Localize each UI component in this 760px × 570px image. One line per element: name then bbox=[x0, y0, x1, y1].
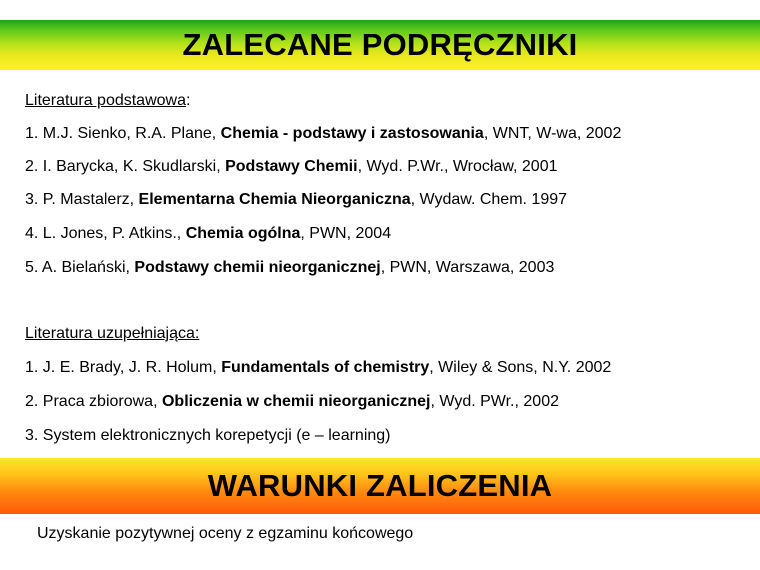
list-item: 4. L. Jones, P. Atkins., Chemia ogólna, PWN, 2004 bbox=[25, 225, 392, 242]
section-title: WARUNKI ZALICZENIA bbox=[207, 468, 553, 503]
list-item: 5. A. Bielański, Podstawy chemii nieorganicznej, PWN, Warszawa, 2003 bbox=[25, 259, 555, 276]
list-item: 2. Praca zbiorowa, Obliczenia w chemii nieorganicznej, Wyd. PWr., 2002 bbox=[25, 393, 559, 410]
supplementary-literature-label: Literatura uzupełniająca: bbox=[25, 325, 200, 342]
list-item: 2. I. Barycka, K. Skudlarski, Podstawy Chemii, Wyd. P.Wr., Wrocław, 2001 bbox=[25, 158, 558, 175]
completion-condition: Uzyskanie pozytywnej oceny z egzaminu końcowego bbox=[37, 525, 414, 542]
page-title: ZALECANE PODRĘCZNIKI bbox=[182, 27, 578, 62]
heading-band-bottom bbox=[0, 458, 760, 514]
list-item: 3. System elektronicznych korepetycji (e – learning) bbox=[25, 427, 391, 444]
list-item: 1. J. E. Brady, J. R. Holum, Fundamentals of chemistry, Wiley & Sons, N.Y. 2002 bbox=[25, 359, 612, 376]
heading-band-top bbox=[0, 20, 760, 70]
list-item: 1. M.J. Sienko, R.A. Plane, Chemia - podstawy i zastosowania, WNT, W-wa, 2002 bbox=[25, 125, 622, 142]
basic-literature-label: Literatura podstawowa: bbox=[25, 92, 191, 109]
list-item: 3. P. Mastalerz, Elementarna Chemia Nieorganiczna, Wydaw. Chem. 1997 bbox=[25, 191, 568, 208]
